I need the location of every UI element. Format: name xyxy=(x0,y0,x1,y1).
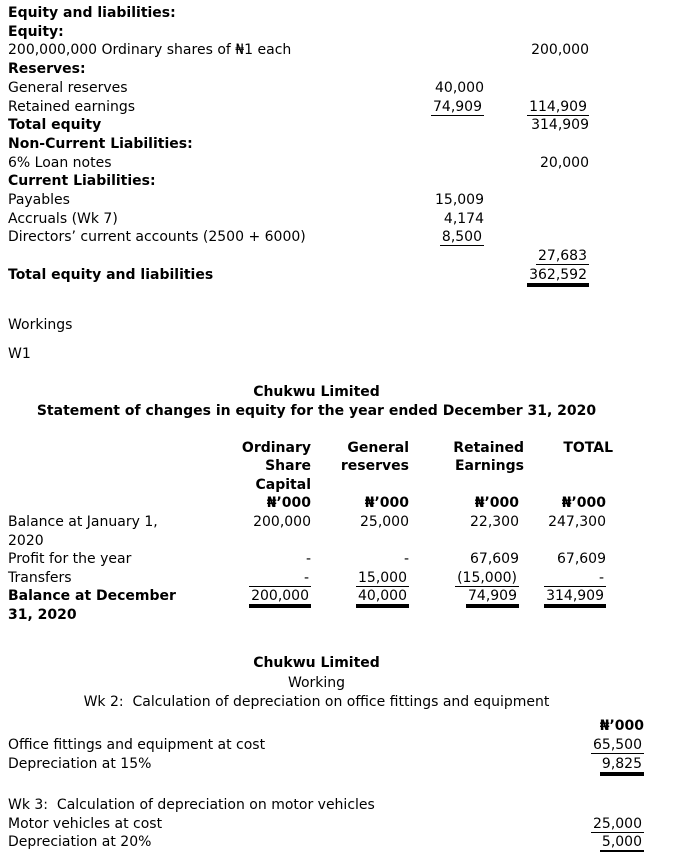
wk2-calculation xyxy=(8,717,644,773)
cell-value: 200,000 xyxy=(253,513,311,530)
equity-liabilities-statement xyxy=(8,4,589,285)
amount-middle-column xyxy=(374,210,484,229)
company-name: Chukwu Limited xyxy=(253,655,380,672)
amount-right-column xyxy=(484,41,589,60)
unit-naira-thousands: ₦’000 xyxy=(561,495,606,512)
wk3-heading: Wk 3: Calculation of depreciation on motor vehicles xyxy=(8,796,375,813)
amount-value-underlined: 74,909 xyxy=(433,98,482,115)
column-header-ordinary-share-capital: Ordinary Share Capital xyxy=(241,439,311,493)
statement-row xyxy=(8,266,589,285)
table-header-row xyxy=(8,439,678,495)
amount-value-double-underlined: 9,825 xyxy=(601,755,642,772)
amount-middle-column xyxy=(374,154,484,173)
cell-value: 247,300 xyxy=(548,513,606,530)
total-label: Total equity xyxy=(8,117,102,134)
workings-heading: Workings xyxy=(8,316,73,333)
unit-naira-thousands: ₦’000 xyxy=(266,495,311,512)
cell-value: 67,609 xyxy=(470,551,519,568)
cell-value-underlined: 15,000 xyxy=(358,569,407,586)
amount-middle-column xyxy=(374,79,484,98)
row-label: Depreciation at 20% xyxy=(8,834,152,851)
company-name: Chukwu Limited xyxy=(253,383,380,400)
cell-value-underlined: - xyxy=(544,570,606,587)
cell-value: 25,000 xyxy=(360,513,409,530)
wk3-calculation xyxy=(8,796,644,852)
cell-value-double-underlined: 40,000 xyxy=(358,588,407,605)
w1-title-block xyxy=(8,383,625,422)
row-label: Balance at January 1, 2020 xyxy=(8,513,158,549)
row-label: General reserves xyxy=(8,79,128,96)
statement-row xyxy=(8,41,589,60)
column-header-total: TOTAL xyxy=(563,439,613,456)
statement-row xyxy=(8,135,589,154)
amount-value: 40,000 xyxy=(435,79,484,96)
wk2-row-cost xyxy=(8,736,644,755)
grand-total-label: Total equity and liabilities xyxy=(8,266,214,283)
cell-value-double-underlined: 200,000 xyxy=(251,588,309,605)
cell-value: - xyxy=(403,551,409,568)
statement-row xyxy=(8,98,589,117)
cell-value: - xyxy=(305,551,311,568)
amount-value-underlined: 8,500 xyxy=(441,229,482,246)
section-heading: Equity and liabilities: xyxy=(8,5,176,21)
row-label: Office fittings and equipment at cost xyxy=(8,737,266,754)
amount-middle-column xyxy=(374,228,484,247)
table-row-profit xyxy=(8,550,678,569)
column-header-retained-earnings: Retained Earnings xyxy=(453,439,524,475)
cell-value: 67,609 xyxy=(557,551,606,568)
amount-value: 15,009 xyxy=(435,192,484,209)
statement-row xyxy=(8,79,589,98)
column-header-general-reserves: General reserves xyxy=(340,439,409,475)
amount-value-underlined: 27,683 xyxy=(538,248,587,265)
section-heading: Non-Current Liabilities: xyxy=(8,135,193,152)
table-units-row xyxy=(8,494,678,513)
statement-row xyxy=(8,23,589,42)
header-spacer xyxy=(8,439,190,495)
working-subtitle: Working xyxy=(287,674,346,691)
amount-right-column xyxy=(484,116,589,135)
statement-row xyxy=(8,228,589,247)
cell-value-double-underlined: 314,909 xyxy=(546,588,604,605)
statement-title: Statement of changes in equity for the year ended December 31, 2020 xyxy=(36,403,597,420)
wk3-row-depreciation xyxy=(8,833,644,852)
amount-right-column xyxy=(484,210,589,229)
amount-right-column xyxy=(484,79,589,98)
row-label: Transfers xyxy=(8,569,72,586)
cell-value-underlined: (15,000) xyxy=(457,569,517,586)
amount-right-column xyxy=(484,154,589,173)
w2-title-block xyxy=(8,654,625,712)
statement-row xyxy=(8,4,589,23)
table-row-transfers xyxy=(8,569,678,588)
statement-row xyxy=(8,116,589,135)
amount-right-column xyxy=(484,98,589,117)
statement-row xyxy=(8,191,589,210)
amount-right-column xyxy=(484,247,589,266)
amount-middle-column xyxy=(374,247,484,266)
cell-value-double-underlined: 74,909 xyxy=(468,588,517,605)
statement-row xyxy=(8,172,589,191)
row-label: Motor vehicles at cost xyxy=(8,815,163,832)
section-heading: Reserves: xyxy=(8,61,86,78)
unit-naira-thousands: ₦’000 xyxy=(474,495,519,512)
row-label: Balance at December 31, 2020 xyxy=(8,588,176,623)
amount-middle-column xyxy=(374,116,484,135)
changes-in-equity-table xyxy=(8,439,678,625)
row-label xyxy=(8,247,374,266)
amount-middle-column xyxy=(374,266,484,285)
amount-value-underlined: 114,909 xyxy=(529,98,587,115)
row-label: Profit for the year xyxy=(8,551,132,568)
amount-right-column xyxy=(484,266,589,285)
amount-value-double-underlined: 362,592 xyxy=(529,266,587,283)
statement-row xyxy=(8,247,589,266)
table-row-opening-balance xyxy=(8,513,678,550)
statement-row xyxy=(8,60,589,79)
amount-middle-column xyxy=(374,41,484,60)
section-heading: Current Liabilities: xyxy=(8,173,156,190)
statement-row xyxy=(8,154,589,173)
row-label: 200,000,000 Ordinary shares of ₦1 each xyxy=(8,42,292,59)
row-label: Directors’ current accounts (2500 + 6000) xyxy=(8,229,306,246)
amount-value: 314,909 xyxy=(531,117,589,134)
statement-row xyxy=(8,210,589,229)
unit-naira-thousands: ₦’000 xyxy=(364,495,409,512)
row-label: 6% Loan notes xyxy=(8,154,112,171)
amount-middle-column xyxy=(374,98,484,117)
w1-label: W1 xyxy=(8,346,31,363)
cell-value-underlined: - xyxy=(249,570,311,587)
row-label: Depreciation at 15% xyxy=(8,755,152,772)
cell-value: 22,300 xyxy=(470,513,519,530)
amount-right-column xyxy=(484,228,589,247)
amount-middle-column xyxy=(374,191,484,210)
amount-value: 4,174 xyxy=(443,210,484,227)
row-label: Payables xyxy=(8,192,70,209)
amount-value-underlined: 65,500 xyxy=(593,737,642,754)
row-label: Accruals (Wk 7) xyxy=(8,210,118,227)
amount-right-column xyxy=(484,191,589,210)
amount-value: 20,000 xyxy=(540,154,589,171)
wk3-row-cost xyxy=(8,815,644,834)
unit-naira-thousands: ₦’000 xyxy=(599,718,644,735)
wk2-heading: Wk 2: Calculation of depreciation on office fittings and equipment xyxy=(83,694,550,711)
amount-value-underlined: 25,000 xyxy=(593,815,642,832)
wk2-row-depreciation xyxy=(8,755,644,774)
row-label: Retained earnings xyxy=(8,98,136,115)
section-heading: Equity: xyxy=(8,23,64,40)
table-row-closing-balance xyxy=(8,587,678,624)
amount-value-double-underlined: 5,000 xyxy=(601,834,642,851)
amount-value: 200,000 xyxy=(531,42,589,59)
